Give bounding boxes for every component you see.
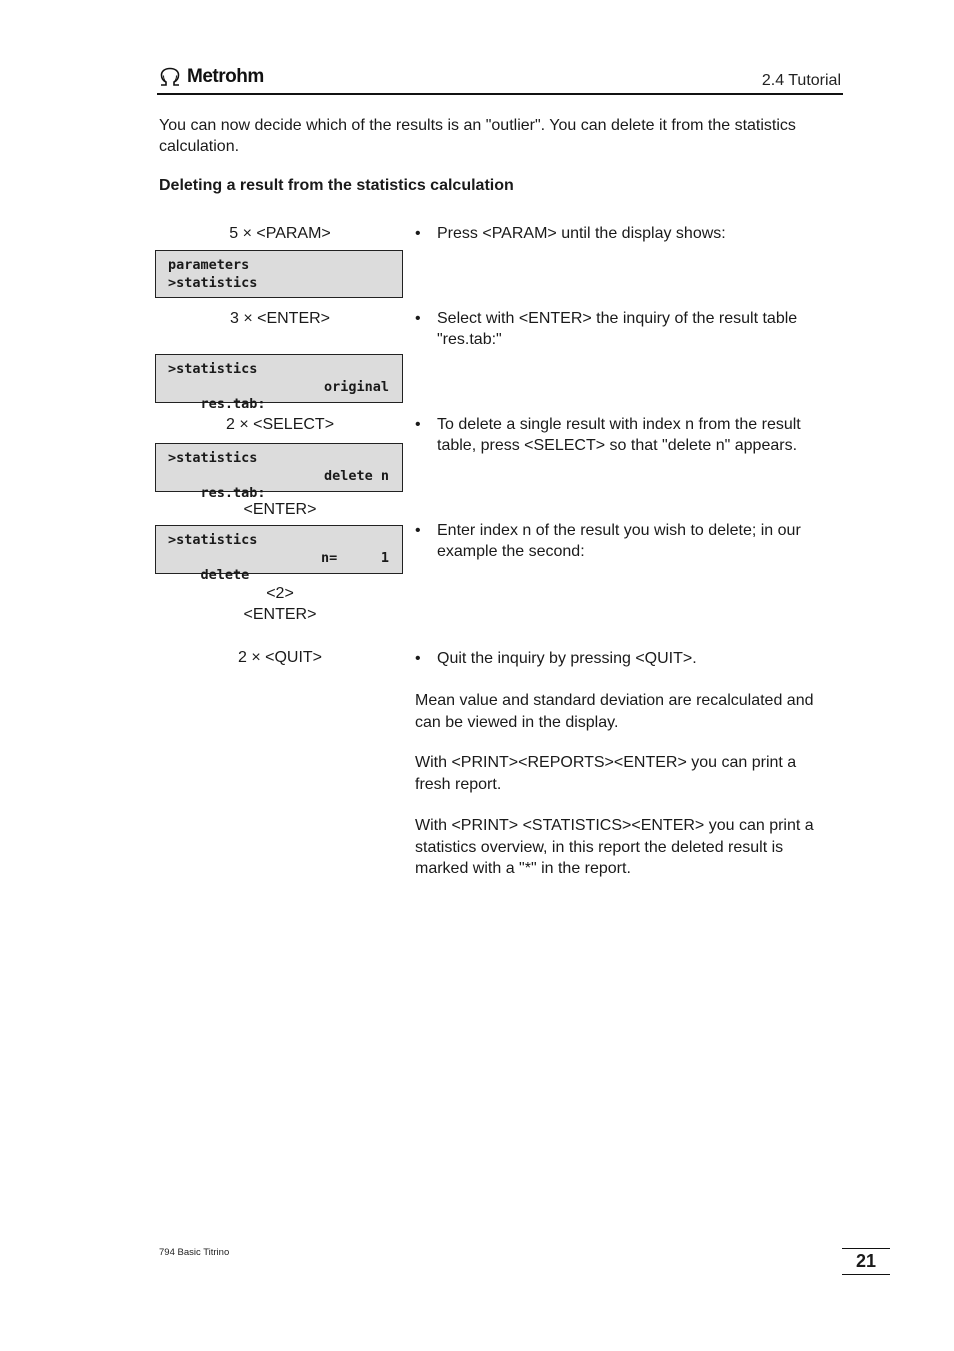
paragraph-print-statistics: With <PRINT> <STATISTICS><ENTER> you can print a statistics overview, in this report the deleted result is marked with a "*" in the report.: [415, 817, 814, 877]
key-select: 2 × <SELECT>: [225, 416, 335, 433]
bullet-param-text: Press <PARAM> until the display shows:: [437, 225, 726, 242]
header-rule: [157, 93, 843, 95]
lcd-line-right: delete n: [323, 467, 389, 484]
lcd-display-delete-index: [155, 525, 403, 583]
lcd-line: >statistics: [168, 450, 258, 466]
bullet-dot: •: [415, 650, 421, 667]
section-heading: Deleting a result from the statistics calculation: [159, 177, 514, 194]
key-param: 5 × <PARAM>: [229, 225, 331, 242]
bullet-dot: •: [415, 416, 421, 433]
key-enter-3: <ENTER>: [243, 606, 317, 623]
lcd-line: >statistics: [168, 274, 258, 291]
paragraph-recalculated: Mean value and standard deviation are recalculated and can be viewed in the display.: [415, 692, 814, 731]
lcd-line: [156, 378, 402, 412]
bullet-select: [415, 414, 835, 456]
lcd-line: [156, 467, 402, 501]
bullet-dot: •: [415, 522, 421, 539]
lcd-line-left: res.tab:: [200, 485, 266, 501]
lcd-line: >statistics: [168, 532, 258, 548]
intro-paragraph: You can now decide which of the results is an "outlier". You can delete it from the statistics calculation.: [159, 117, 796, 155]
key-quit: 2 × <QUIT>: [237, 649, 323, 666]
lcd-display-parameters: [155, 250, 403, 298]
lcd-line-left: res.tab:: [200, 396, 266, 412]
brand-name: Metrohm: [187, 66, 264, 87]
lcd-line-left: delete: [200, 567, 250, 583]
bullet-dot: •: [415, 225, 421, 242]
bullet-enter-text: Select with <ENTER> the inquiry of the result table "res.tab:": [437, 310, 798, 348]
lcd-line-mid: n=: [321, 549, 338, 566]
lcd-line-right: original: [323, 378, 389, 395]
lcd-line: [156, 549, 402, 583]
bullet-select-text: To delete a single result with index n from the result table, press <SELECT> so that "delete n" appears.: [437, 416, 801, 454]
lcd-line-right: 1: [380, 549, 389, 566]
bullet-param: [415, 223, 835, 244]
section-title: 2.4 Tutorial: [761, 72, 841, 89]
key-two: <2>: [266, 585, 294, 602]
lcd-line: parameters: [168, 257, 250, 273]
bullet-index-text: Enter index n of the result you wish to delete; in our example the second:: [437, 522, 801, 560]
bullet-index: [415, 520, 835, 562]
lcd-line: >statistics: [168, 361, 258, 377]
bullet-quit: [415, 648, 835, 669]
brand-logo: [159, 66, 264, 88]
key-enter: 3 × <ENTER>: [229, 310, 331, 327]
page-number: 21: [842, 1248, 890, 1275]
paragraph-print-report: With <PRINT><REPORTS><ENTER> you can print a fresh report.: [415, 754, 797, 793]
bullet-enter: [415, 308, 835, 350]
omega-logo-icon: [159, 67, 181, 87]
bullet-dot: •: [415, 310, 421, 327]
lcd-display-original: [155, 354, 403, 412]
bullet-quit-text: Quit the inquiry by pressing <QUIT>.: [437, 650, 697, 667]
key-enter-2: <ENTER>: [243, 501, 317, 518]
footer-model: 794 Basic Titrino: [159, 1247, 230, 1258]
lcd-display-delete-n: [155, 443, 403, 501]
